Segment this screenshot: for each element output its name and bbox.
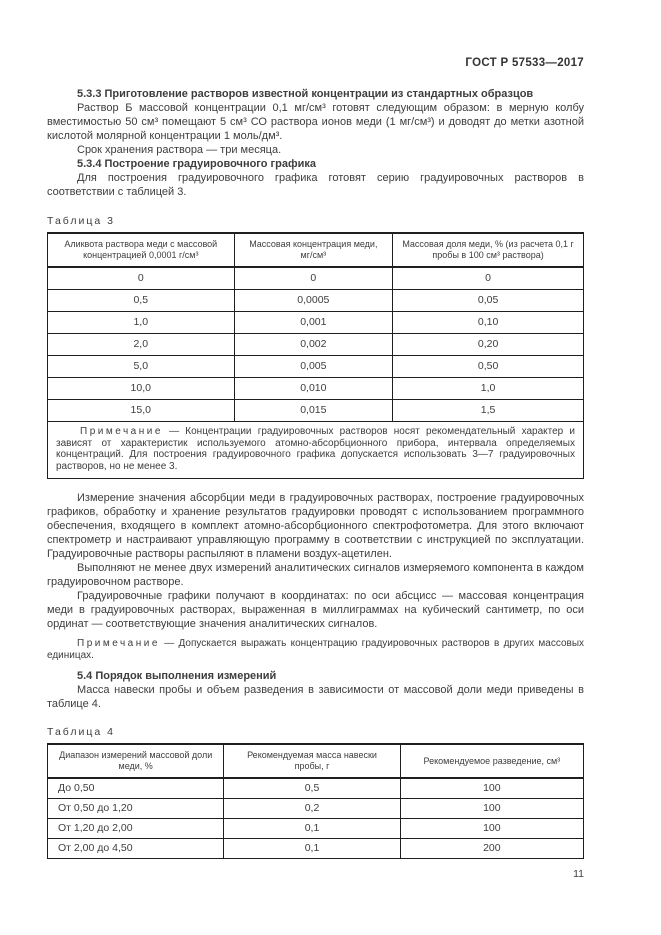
table-cell: 2,0 bbox=[48, 334, 235, 356]
section-heading-5-4: 5.4 Порядок выполнения измерений bbox=[77, 670, 277, 682]
table-cell: От 2,00 до 4,50 bbox=[48, 839, 224, 859]
table-cell: От 0,50 до 1,20 bbox=[48, 799, 224, 819]
table-4-header-range: Диапазон измерений массовой доли меди, % bbox=[48, 744, 224, 778]
table-cell: 0,50 bbox=[393, 356, 584, 378]
table-row bbox=[48, 839, 584, 859]
table-cell: 0,5 bbox=[48, 290, 235, 312]
table-row bbox=[48, 267, 584, 290]
table-3-label: Таблица 3 bbox=[47, 215, 115, 227]
table-cell: 100 bbox=[400, 799, 583, 819]
table-4-header-dilution: Рекомендуемое разведение, см³ bbox=[400, 744, 583, 778]
table-cell: 0,001 bbox=[234, 312, 393, 334]
note-other-units bbox=[47, 638, 584, 661]
paragraph-sample-mass: Масса навески пробы и объем разведения в зависимости от массовой доли меди приведены в таблице 4. bbox=[47, 684, 584, 710]
table-cell: 0,002 bbox=[234, 334, 393, 356]
table-cell: 100 bbox=[400, 819, 583, 839]
table-row bbox=[48, 400, 584, 422]
table-cell: 15,0 bbox=[48, 400, 235, 422]
table-cell: 0 bbox=[234, 267, 393, 290]
table-cell: До 0,50 bbox=[48, 778, 224, 799]
note-text: — Допускается выражать концентрацию градуировочных растворов в других массовых единицах. bbox=[47, 638, 585, 661]
table-3-note-row bbox=[48, 422, 584, 479]
table-cell: 0 bbox=[48, 267, 235, 290]
table-row bbox=[48, 312, 584, 334]
table-cell: 1,0 bbox=[393, 378, 584, 400]
table-cell: 200 bbox=[400, 839, 583, 859]
table-4-header-sample-mass: Рекомендуемая масса навески пробы, г bbox=[224, 744, 400, 778]
table-cell: 0,005 bbox=[234, 356, 393, 378]
table-3-header-concentration: Массовая концентрация меди, мг/см³ bbox=[234, 233, 393, 267]
table-cell: 1,5 bbox=[393, 400, 584, 422]
table-cell: 0,5 bbox=[224, 778, 400, 799]
table-cell: 0,2 bbox=[224, 799, 400, 819]
doc-header: ГОСТ Р 57533—2017 bbox=[465, 57, 584, 69]
table-row bbox=[48, 778, 584, 799]
table-cell: 0 bbox=[393, 267, 584, 290]
table-cell: 0,010 bbox=[234, 378, 393, 400]
table-3-note bbox=[48, 422, 584, 479]
table-cell: 0,05 bbox=[393, 290, 584, 312]
table-3-header-mass-fraction: Массовая доля меди, % (из расчета 0,1 г пробы в 100 см³ раствора) bbox=[393, 233, 584, 267]
table-cell: 1,0 bbox=[48, 312, 235, 334]
section-heading-5-3-4: 5.3.4 Построение градуировочного графика bbox=[77, 158, 316, 170]
note-label: Примечание bbox=[77, 638, 160, 649]
table-cell: 0,10 bbox=[393, 312, 584, 334]
page-number: 11 bbox=[573, 868, 584, 880]
table-row bbox=[48, 378, 584, 400]
note-label: Примечание bbox=[80, 426, 163, 437]
paragraph-solution-b: Раствор Б массовой концентрации 0,1 мг/см³ готовят следующим образом: в мерную колбу вместимостью 50 см³ помещают 5 см³ СО раствора ионов меди (1 мг/см³) и доводят до метки азотной кислотой молярной концентрации 1 моль/дм³. bbox=[47, 102, 584, 142]
section-heading-5-3-3: 5.3.3 Приготовление растворов известной концентрации из стандартных образцов bbox=[77, 88, 534, 100]
table-cell: 0,1 bbox=[224, 839, 400, 859]
table-4-header-row bbox=[48, 744, 584, 778]
table-4 bbox=[47, 743, 584, 859]
table-4-label: Таблица 4 bbox=[47, 726, 115, 738]
table-row bbox=[48, 334, 584, 356]
paragraph-calibration-intro: Для построения градуировочного графика готовят серию градуировочных растворов в соответствии с таблицей 3. bbox=[47, 172, 584, 198]
table-cell: 5,0 bbox=[48, 356, 235, 378]
table-cell: 0,20 bbox=[393, 334, 584, 356]
table-row bbox=[48, 290, 584, 312]
table-3-header-aliquot: Аликвота раствора меди с массовой концентрацией 0,0001 г/см³ bbox=[48, 233, 235, 267]
table-cell: От 1,20 до 2,00 bbox=[48, 819, 224, 839]
paragraph-measurement-software: Измерение значения абсорбции меди в градуировочных растворах, построение градуировочных графиков, обработку и хранение результатов градуировки проводят с использованием программного обеспечения, входящего в комплект атомно-абсорбционного спектрофотометра. Для этого включают спектрометр и настраивают управляющую программу в соответствии с инструкцией по эксплуатации. Градуировочные растворы распыляют в пламени воздух-ацетилен. bbox=[47, 492, 584, 560]
table-row bbox=[48, 819, 584, 839]
paragraph-storage-period: Срок хранения раствора — три месяца. bbox=[77, 144, 282, 156]
note-text: — Концентрации градуировочных растворов носят рекомендательный характер и зависят от характеристик используемого атомно-абсорбционного прибора, интервала определяемых концентраций. Для построения градуировочного графика допускается использовать 3—7 градуировочных растворов, но не менее 3. bbox=[56, 426, 576, 472]
paragraph-two-measurements: Выполняют не менее двух измерений аналитических сигналов измеряемого компонента в каждом градуировочном растворе. bbox=[47, 562, 584, 588]
table-cell: 0,015 bbox=[234, 400, 393, 422]
table-cell: 0,0005 bbox=[234, 290, 393, 312]
table-cell: 0,1 bbox=[224, 819, 400, 839]
table-row bbox=[48, 356, 584, 378]
table-cell: 10,0 bbox=[48, 378, 235, 400]
paragraph-graph-coordinates: Градуировочные графики получают в координатах: по оси абсцисс — массовая концентрация меди в градуировочных растворах, выраженная в миллиграммах на кубический сантиметр, по оси ординат — соответствующие значения аналитических сигналов. bbox=[47, 590, 584, 630]
table-3 bbox=[47, 232, 584, 479]
table-3-header-row bbox=[48, 233, 584, 267]
table-row bbox=[48, 799, 584, 819]
table-cell: 100 bbox=[400, 778, 583, 799]
